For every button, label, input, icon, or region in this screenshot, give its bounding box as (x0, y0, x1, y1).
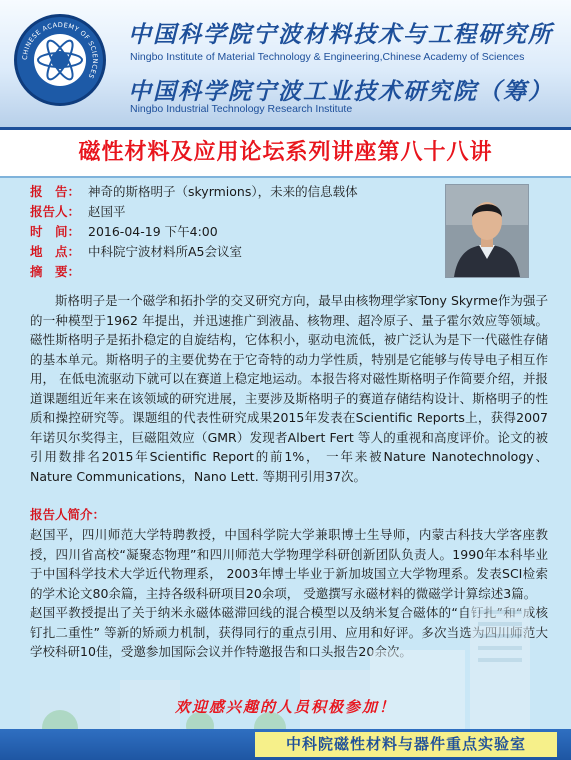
abstract-text: 斯格明子是一个磁学和拓扑学的交叉研究方向，最早由核物理学家Tony Skyrme作为强子的一种模型于1962 年提出，并迅速推广到液晶、核物理、超冷原子、量子霍尔效应等领域。磁性斯格明子是拓扑稳定的自旋结构，它体积小，驱动电流低，被广泛认为是下一代磁性存储的基本单元。斯格明子的主要优势在于它奇特的动力学性质，特别是它能够与传导电子相互作用， 在低电流驱动下就可以在赛道上稳定地运动。本报告将对磁性斯格明子作简要介绍，并报道课题组近年来在该领域的研究进展，主要涉及斯格明子的赛道存储结构设计、斯格明子的性质和操控研究等。课题组的代表性研究成果2015年发表在Scientific Reports上，获得2007年诺贝尔奖得主，巨磁阻效应（GMR）发现者Albert Fert 等人的重视和高度评价。论文的被引用数排名2015年Scientific Report的前1%， 一年来被Nature Nanotechnology、 Nature Communications，Nano Lett. 等期刊引用37次。 (30, 293, 548, 484)
info-value: 神奇的斯格明子（skyrmions），未来的信息载体 (88, 184, 358, 199)
org2-name-cn: 中国科学院宁波工业技术研究院（筹） (128, 78, 553, 105)
org1-name-cn: 中国科学院宁波材料技术与工程研究所 (128, 21, 553, 48)
header-banner (0, 0, 571, 130)
bio-paragraph: 赵国平教授提出了关于纳米永磁体磁滞回线的混合模型以及纳米复合磁体的“自钉扎”和“成核钉扎二重性” 等新的矫顽力机制，获得同行的重点引用、应用和好评。多次当选为四川师范大学校科研10佳，受邀参加国际会议并作特邀报告和口头报告20余次。 (30, 605, 548, 659)
lecture-title: 磁性材料及应用论坛系列讲座第八十八讲 (0, 130, 571, 178)
bio-text (30, 525, 548, 662)
bio-heading: 报告人简介： (30, 507, 106, 522)
org2-name-en: Ningbo Industrial Technology Research Institute (130, 103, 353, 115)
speaker-photo (445, 184, 529, 278)
cas-logo (14, 14, 106, 106)
welcome-message: 欢迎感兴趣的人员积极参加！ (174, 698, 396, 716)
org1-name-en: Ningbo Institute of Material Technology & Engineering,Chinese Academy of Sciences (130, 51, 525, 63)
info-label: 地 点： (30, 244, 81, 259)
info-row-location (30, 242, 430, 262)
info-value: 中科院宁波材料所A5会议室 (88, 244, 243, 259)
info-label: 时 间： (30, 224, 81, 239)
lab-name: 中科院磁性材料与器件重点实验室 (255, 732, 557, 757)
info-label: 摘 要： (30, 264, 81, 279)
info-label: 报告人： (30, 204, 81, 219)
logo-ring-text: CHINESE ACADEMY OF SCIENCES (20, 20, 100, 81)
info-row-report (30, 182, 430, 202)
info-label: 报 告： (30, 184, 81, 199)
lecture-info (30, 182, 430, 282)
info-value: 赵国平 (88, 204, 126, 219)
lab-bar (0, 729, 571, 760)
bio-paragraph: 赵国平，四川师范大学特聘教授，中国科学院大学兼职博士生导师，内蒙古科技大学客座教授，四川省高校“凝聚态物理”和四川师范大学物理学科研创新团队负责人。1990年本科毕业于中国科学技术大学近代物理系， 2003年博士毕业于新加坡国立大学物理系。发表SCI检索的学术论文80余篇，主持各级科研项目20余项， 受邀撰写永磁材料的微磁学计算综述3篇。 (30, 527, 548, 601)
info-value: 2016-04-19 下午4:00 (88, 224, 218, 239)
info-row-speaker (30, 202, 430, 222)
info-row-abstract (30, 262, 430, 282)
info-row-time (30, 222, 430, 242)
